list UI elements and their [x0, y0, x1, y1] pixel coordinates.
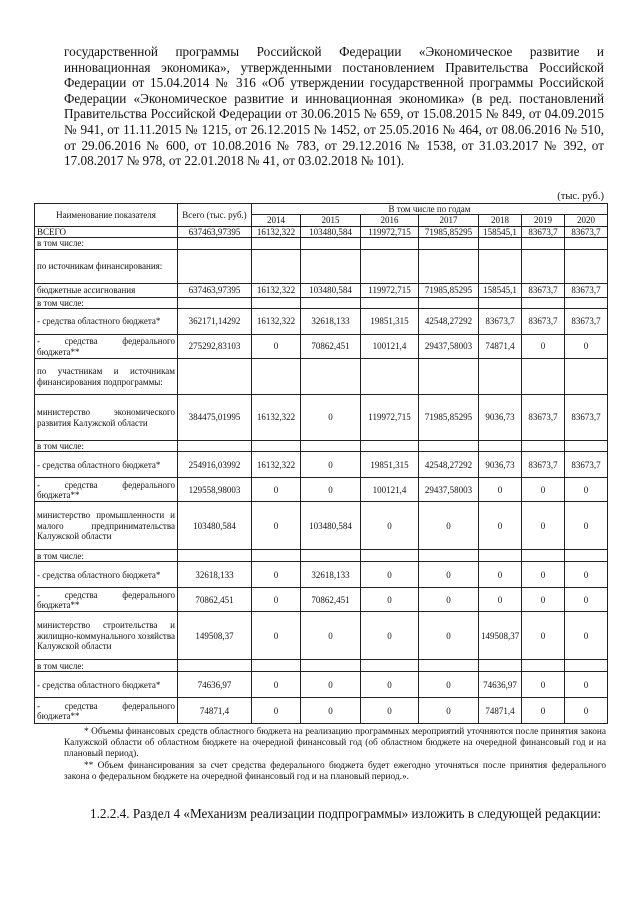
row-value — [419, 297, 479, 308]
row-value: 0 — [252, 588, 301, 612]
row-value: 0 — [522, 698, 565, 724]
row-value: 0 — [522, 335, 565, 359]
row-value: 16132,322 — [252, 395, 301, 441]
row-value: 0 — [252, 612, 301, 660]
row-value — [361, 297, 419, 308]
table-row — [35, 588, 608, 612]
row-value: 119972,715 — [361, 283, 419, 297]
row-value: 70862,451 — [301, 335, 361, 359]
row-value — [178, 441, 252, 452]
table-row — [35, 238, 608, 249]
row-value: 0 — [361, 672, 419, 698]
row-value: 158545,1 — [479, 226, 522, 237]
row-value — [479, 238, 522, 249]
row-value: 0 — [419, 698, 479, 724]
row-value: 83673,7 — [565, 283, 608, 297]
row-value: 0 — [565, 588, 608, 612]
header-year: 2020 — [565, 215, 608, 226]
row-value: 70862,451 — [301, 588, 361, 612]
row-value — [565, 297, 608, 308]
footnote-regional: * Объемы финансовых средств областного бюджета на реализацию программных мероприятий уточняются после принятия закона Калужской области об областном бюджете на очередной финансовый год (об областном бюджете на очередной финансовый год и на плановый период). — [64, 727, 606, 760]
row-name: - средства областного бюджета* — [35, 562, 178, 588]
row-value — [301, 660, 361, 672]
row-value: 103480,584 — [301, 283, 361, 297]
table-row — [35, 660, 608, 672]
row-value: 0 — [301, 612, 361, 660]
row-value: 0 — [565, 335, 608, 359]
row-value — [178, 238, 252, 249]
row-name: - средства областного бюджета* — [35, 309, 178, 335]
table-row — [35, 283, 608, 297]
row-value — [419, 359, 479, 395]
row-value: 0 — [565, 672, 608, 698]
row-value — [419, 550, 479, 562]
row-value: 42548,27292 — [419, 309, 479, 335]
row-value: 0 — [252, 562, 301, 588]
row-value: 0 — [361, 502, 419, 550]
row-value — [301, 441, 361, 452]
row-value — [565, 238, 608, 249]
row-value: 0 — [361, 588, 419, 612]
row-value — [522, 238, 565, 249]
row-value — [419, 238, 479, 249]
row-value — [361, 249, 419, 283]
row-value: 74871,4 — [178, 698, 252, 724]
row-value: 83673,7 — [522, 226, 565, 237]
row-value — [252, 249, 301, 283]
row-value: 16132,322 — [252, 226, 301, 237]
row-value: 119972,715 — [361, 226, 419, 237]
table-row — [35, 297, 608, 308]
row-value — [565, 550, 608, 562]
row-name: в том числе: — [35, 297, 178, 308]
row-value: 0 — [565, 612, 608, 660]
row-value: 0 — [522, 502, 565, 550]
row-value — [361, 441, 419, 452]
row-value — [522, 359, 565, 395]
row-value: 103480,584 — [178, 502, 252, 550]
header-total: Всего (тыс. руб.) — [178, 204, 252, 227]
row-value: 100121,4 — [361, 335, 419, 359]
row-value — [361, 660, 419, 672]
row-name: министерство экономического развития Калужской области — [35, 395, 178, 441]
footnote-federal: ** Объем финансирования за счет средства федерального бюджета будет ежегодно уточняться после принятия федерального закона о федеральном бюджете на очередной финансовый год и на плановый период.». — [64, 760, 606, 782]
row-value — [252, 660, 301, 672]
financing-table — [34, 203, 608, 724]
row-name: - средства федерального бюджета** — [35, 335, 178, 359]
table-row — [35, 226, 608, 237]
header-year: 2014 — [252, 215, 301, 226]
row-name: министерство строительства и жилищно-коммунального хозяйства Калужской области — [35, 612, 178, 660]
row-value: 0 — [419, 502, 479, 550]
row-value: 0 — [252, 672, 301, 698]
row-value: 149508,37 — [178, 612, 252, 660]
row-value: 0 — [419, 612, 479, 660]
row-value — [479, 550, 522, 562]
row-value: 29437,58003 — [419, 335, 479, 359]
row-value: 42548,27292 — [419, 452, 479, 478]
row-value: 0 — [301, 698, 361, 724]
row-value — [178, 359, 252, 395]
table-row — [35, 672, 608, 698]
table-row — [35, 249, 608, 283]
row-value — [252, 550, 301, 562]
row-value: 71985,85295 — [419, 226, 479, 237]
row-value: 0 — [419, 562, 479, 588]
row-value: 103480,584 — [301, 226, 361, 237]
row-value — [361, 550, 419, 562]
row-value: 74636,97 — [479, 672, 522, 698]
intro-paragraph: государственной программы Российской Федерации «Экономическое развитие и инновационная экономика», утвержденными постановлением Правительства Российской Федерации от 15.04.2014 № 316 «Об утверждении государственной программы Российской Федерации «Экономическое развитие и инновационная экономика» (в ред. постановлений Правительства Российской Федерации от 30.06.2015 № 659, от 15.08.2015 № 849, от 04.09.2015 № 941, от 11.11.2015 № 1215, от 26.12.2015 № 1452, от 25.05.2016 № 464, от 08.06.2016 № 510, от 29.06.2016 № 600, от 10.08.2016 № 783, от 29.12.2016 № 1538, от 31.03.2017 № 392, от 17.08.2017 № 978, от 22.01.2018 № 41, от 03.02.2018 № 101). — [64, 44, 604, 169]
table-row — [35, 359, 608, 395]
row-value — [178, 550, 252, 562]
row-value: 71985,85295 — [419, 283, 479, 297]
row-value: 0 — [301, 672, 361, 698]
header-year: 2019 — [522, 215, 565, 226]
row-value: 0 — [522, 588, 565, 612]
row-value: 32618,133 — [178, 562, 252, 588]
row-value: 275292,83103 — [178, 335, 252, 359]
row-value — [178, 660, 252, 672]
row-name: - средства областного бюджета* — [35, 672, 178, 698]
row-value: 149508,37 — [479, 612, 522, 660]
row-value: 0 — [301, 452, 361, 478]
row-value: 83673,7 — [522, 309, 565, 335]
row-value — [479, 660, 522, 672]
row-value — [522, 249, 565, 283]
row-value: 0 — [301, 395, 361, 441]
row-value — [565, 441, 608, 452]
row-name: по участникам и источникам финансирования подпрограммы: — [35, 359, 178, 395]
row-value: 0 — [479, 502, 522, 550]
row-value: 100121,4 — [361, 478, 419, 502]
row-name: министерство промышленности и малого предпринимательства Калужской области — [35, 502, 178, 550]
row-value: 119972,715 — [361, 395, 419, 441]
row-value — [252, 297, 301, 308]
row-name: в том числе: — [35, 550, 178, 562]
row-value — [565, 660, 608, 672]
row-value: 83673,7 — [565, 226, 608, 237]
row-value — [479, 359, 522, 395]
row-value: 19851,315 — [361, 452, 419, 478]
row-value: 0 — [252, 698, 301, 724]
header-year: 2018 — [479, 215, 522, 226]
row-value: 83673,7 — [522, 283, 565, 297]
row-value — [301, 359, 361, 395]
row-value — [252, 441, 301, 452]
row-value: 70862,451 — [178, 588, 252, 612]
row-value — [361, 238, 419, 249]
row-value: 384475,01995 — [178, 395, 252, 441]
row-value: 0 — [361, 698, 419, 724]
row-name: - средства федерального бюджета** — [35, 478, 178, 502]
row-value: 0 — [252, 478, 301, 502]
row-value — [479, 249, 522, 283]
table-row — [35, 562, 608, 588]
row-value — [479, 297, 522, 308]
row-value: 83673,7 — [565, 452, 608, 478]
row-value: 9036,73 — [479, 395, 522, 441]
row-name: - средства федерального бюджета** — [35, 588, 178, 612]
row-value: 83673,7 — [522, 395, 565, 441]
row-value: 19851,315 — [361, 309, 419, 335]
row-value: 0 — [252, 335, 301, 359]
row-name: бюджетные ассигнования — [35, 283, 178, 297]
row-value — [479, 441, 522, 452]
header-year: 2017 — [419, 215, 479, 226]
row-value — [522, 441, 565, 452]
row-value — [522, 297, 565, 308]
row-value — [301, 238, 361, 249]
table-row — [35, 395, 608, 441]
row-value: 0 — [565, 502, 608, 550]
row-value: 16132,322 — [252, 452, 301, 478]
table-row — [35, 612, 608, 660]
row-name: - средства федерального бюджета** — [35, 698, 178, 724]
row-value: 0 — [479, 478, 522, 502]
row-value: 74871,4 — [479, 335, 522, 359]
table-row — [35, 550, 608, 562]
row-value — [522, 660, 565, 672]
row-value — [419, 441, 479, 452]
row-value: 32618,133 — [301, 309, 361, 335]
row-value: 0 — [479, 588, 522, 612]
row-value — [178, 249, 252, 283]
row-value: 0 — [361, 612, 419, 660]
row-value: 0 — [301, 478, 361, 502]
header-years-group: В том числе по годам — [252, 204, 608, 215]
row-value: 83673,7 — [565, 395, 608, 441]
row-name: - средства областного бюджета* — [35, 452, 178, 478]
row-name: в том числе: — [35, 660, 178, 672]
section-heading-paragraph: 1.2.2.4. Раздел 4 «Механизм реализации подпрограммы» изложить в следующей редакции: — [90, 806, 602, 821]
row-name: по источникам финансирования: — [35, 249, 178, 283]
table-row — [35, 698, 608, 724]
row-value: 103480,584 — [301, 502, 361, 550]
row-name: в том числе: — [35, 441, 178, 452]
row-value: 74871,4 — [479, 698, 522, 724]
row-value: 16132,322 — [252, 309, 301, 335]
row-value: 637463,97395 — [178, 226, 252, 237]
row-value: 0 — [252, 502, 301, 550]
row-value: 0 — [419, 588, 479, 612]
row-value: 83673,7 — [565, 309, 608, 335]
row-value — [419, 249, 479, 283]
row-value — [522, 550, 565, 562]
row-value: 0 — [522, 672, 565, 698]
row-value: 0 — [479, 562, 522, 588]
row-name: ВСЕГО — [35, 226, 178, 237]
row-value: 0 — [565, 698, 608, 724]
row-value: 0 — [522, 612, 565, 660]
row-value — [301, 550, 361, 562]
row-value: 362171,14292 — [178, 309, 252, 335]
row-value: 0 — [565, 562, 608, 588]
row-value: 0 — [522, 562, 565, 588]
row-value: 83673,7 — [479, 309, 522, 335]
row-value — [301, 297, 361, 308]
row-value: 29437,58003 — [419, 478, 479, 502]
row-value: 83673,7 — [522, 452, 565, 478]
row-value: 0 — [522, 478, 565, 502]
row-value — [252, 359, 301, 395]
row-value — [361, 359, 419, 395]
header-name: Наименование показателя — [35, 204, 178, 227]
table-row — [35, 478, 608, 502]
table-row — [35, 452, 608, 478]
header-year: 2016 — [361, 215, 419, 226]
row-value: 637463,97395 — [178, 283, 252, 297]
row-value — [565, 249, 608, 283]
row-value: 16132,322 — [252, 283, 301, 297]
table-row — [35, 441, 608, 452]
row-value: 0 — [565, 478, 608, 502]
unit-label: (тыс. руб.) — [557, 191, 604, 202]
footnotes — [64, 727, 606, 783]
row-value: 0 — [419, 672, 479, 698]
row-value — [419, 660, 479, 672]
row-name: в том числе: — [35, 238, 178, 249]
row-value: 254916,03992 — [178, 452, 252, 478]
row-value: 129558,98003 — [178, 478, 252, 502]
row-value — [301, 249, 361, 283]
table-row — [35, 335, 608, 359]
table-row — [35, 309, 608, 335]
row-value: 71985,85295 — [419, 395, 479, 441]
row-value: 158545,1 — [479, 283, 522, 297]
table-row — [35, 502, 608, 550]
row-value: 32618,133 — [301, 562, 361, 588]
row-value — [565, 359, 608, 395]
row-value: 0 — [361, 562, 419, 588]
header-year: 2015 — [301, 215, 361, 226]
row-value — [252, 238, 301, 249]
row-value — [178, 297, 252, 308]
row-value: 9036,73 — [479, 452, 522, 478]
row-value: 74636,97 — [178, 672, 252, 698]
